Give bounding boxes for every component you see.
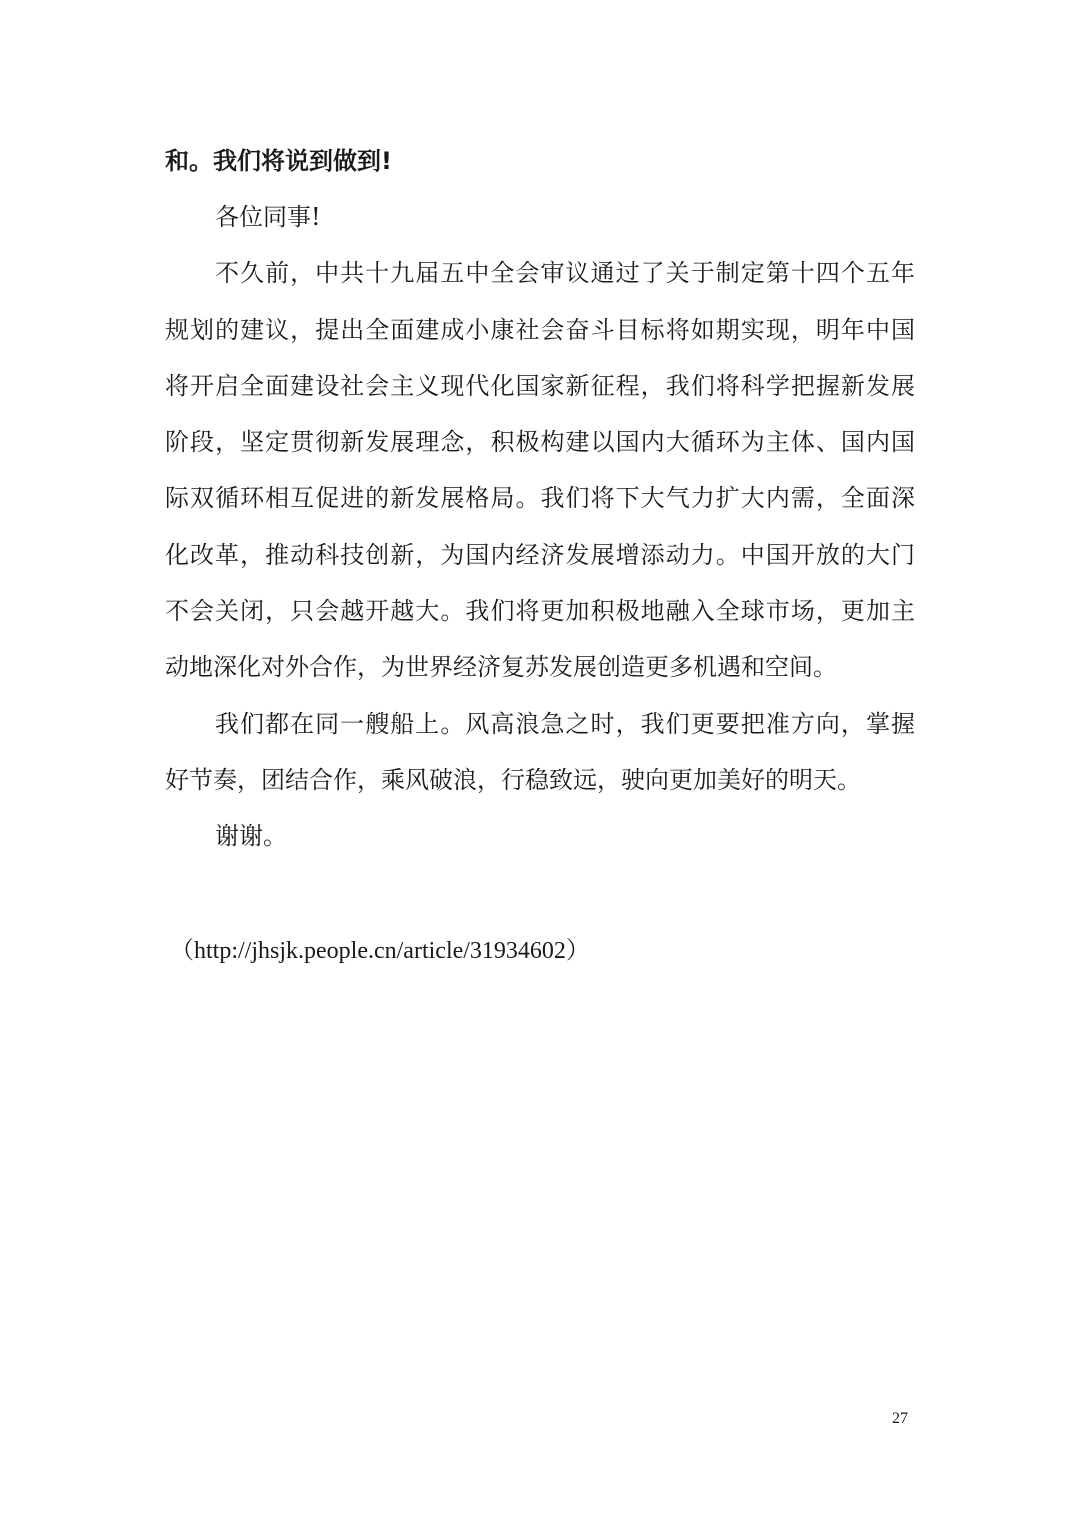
paragraph-line: 好节奏，团结合作，乘风破浪，行稳致远，驶向更加美好的明天。: [165, 766, 861, 794]
paragraph-line: 际双循环相互促进的新发展格局。我们将下大气力扩大内需，全面深: [165, 484, 915, 512]
source-url: （http://jhsjk.people.cn/article/31934602）: [170, 938, 590, 964]
paragraph-line: 不会关闭，只会越开越大。我们将更加积极地融入全球市场，更加主: [165, 597, 915, 625]
paragraph-line: 不久前，中共十九届五中全会审议通过了关于制定第十四个五年: [215, 259, 915, 287]
paragraph-line: 将开启全面建设社会主义现代化国家新征程，我们将科学把握新发展: [165, 372, 915, 400]
paragraph-line: 我们都在同一艘船上。风高浪急之时，我们更要把准方向，掌握: [215, 710, 915, 738]
closing-sentence: 和。我们将说到做到!: [165, 147, 392, 175]
paragraph-line: 化改革，推动科技创新，为国内经济发展增添动力。中国开放的大门: [165, 541, 915, 569]
greeting: 各位同事!: [215, 203, 321, 231]
page-number: 27: [892, 1410, 908, 1427]
paragraph-line: 规划的建议，提出全面建成小康社会奋斗目标将如期实现，明年中国: [165, 316, 915, 344]
thanks-line: 谢谢。: [215, 822, 287, 850]
paragraph-line: 阶段，坚定贯彻新发展理念，积极构建以国内大循环为主体、国内国: [165, 428, 915, 456]
paragraph-line: 动地深化对外合作，为世界经济复苏发展创造更多机遇和空间。: [165, 653, 837, 681]
